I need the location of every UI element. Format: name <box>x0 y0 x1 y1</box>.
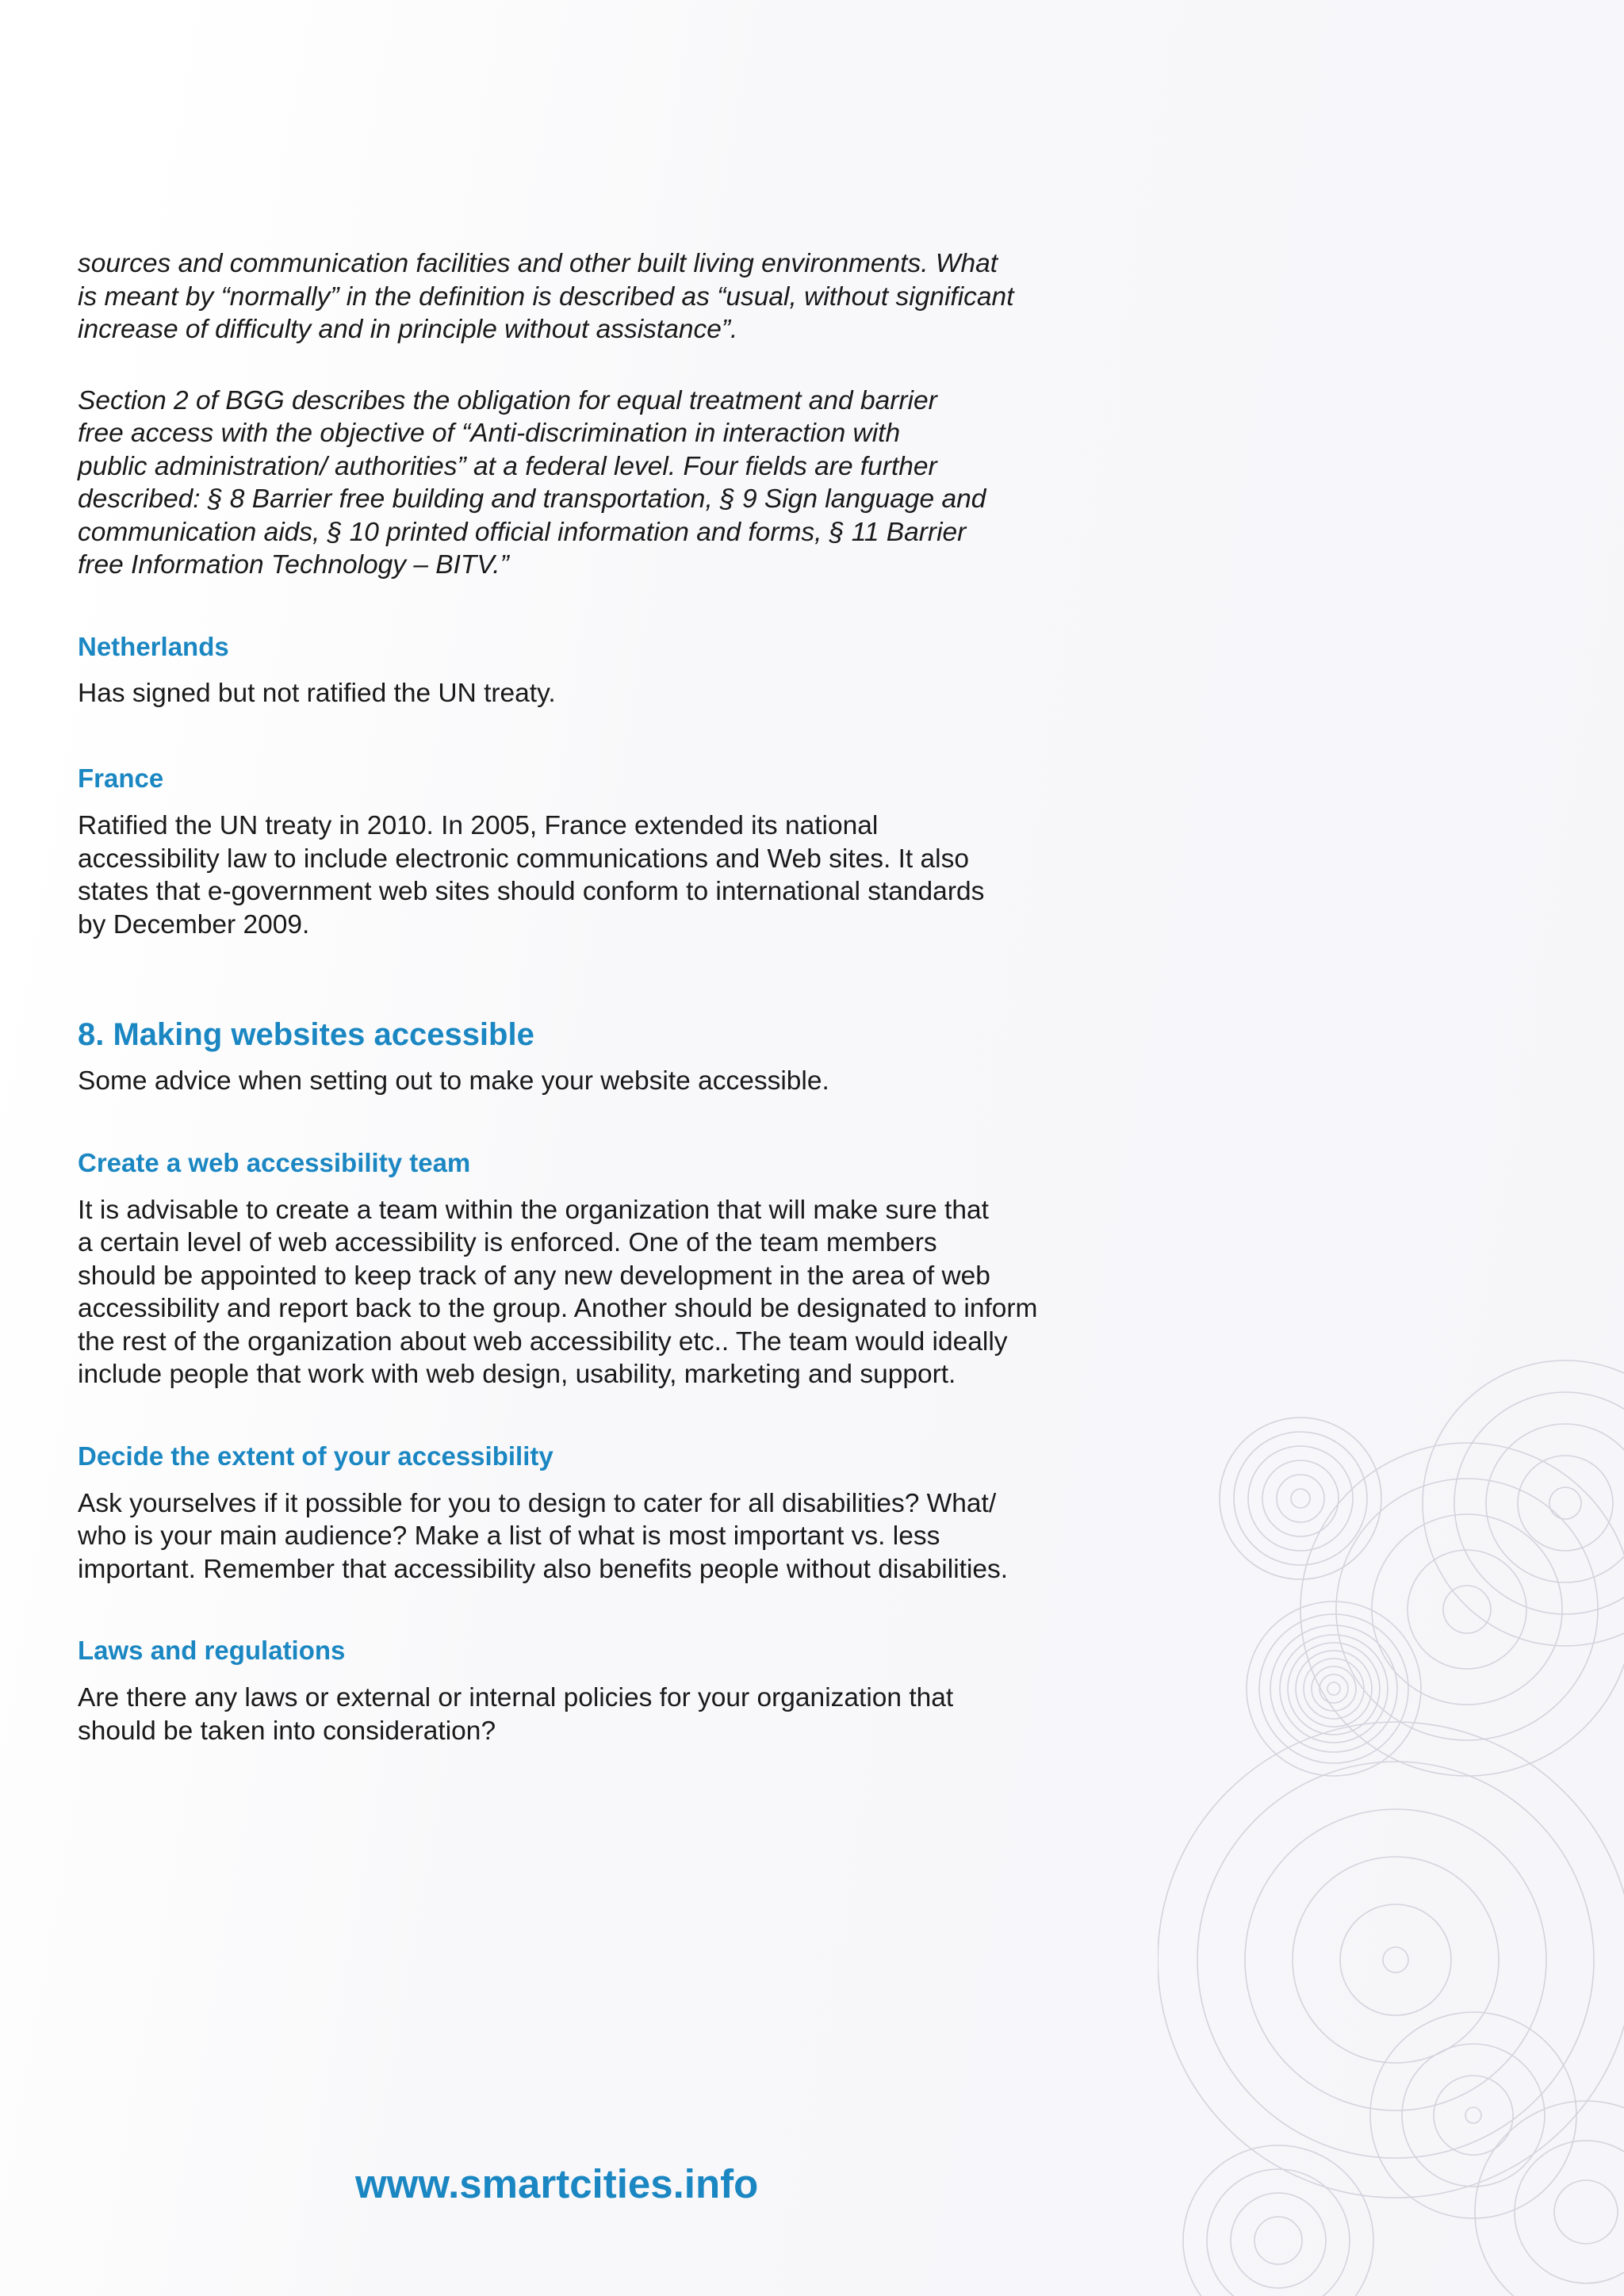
text-line: should be appointed to keep track of any new development in the area of web <box>78 1261 990 1291</box>
text-line: a certain level of web accessibility is enforced. One of the team members <box>78 1228 937 1257</box>
text-line: should be taken into consideration? <box>78 1716 496 1746</box>
france-heading: France <box>78 763 164 793</box>
laws-heading: Laws and regulations <box>78 1636 346 1665</box>
text-line: It is advisable to create a team within the organization that will make sure that <box>78 1195 989 1225</box>
text-line: Are there any laws or external or internal policies for your organization that <box>78 1683 954 1712</box>
text-line: free access with the objective of “Anti-discrimination in interaction with <box>78 419 901 448</box>
team-heading: Create a web accessibility team <box>78 1147 471 1177</box>
text-line: public administration/ authorities” at a federal level. Four fields are further <box>78 451 937 481</box>
text-line: include people that work with web design, usability, marketing and support. <box>78 1360 956 1389</box>
section-title: 8. Making websites accessible <box>78 1017 534 1052</box>
section-intro: Some advice when setting out to make your website accessible. <box>78 1066 829 1096</box>
decorative-circles <box>1158 1300 1624 2296</box>
text-line: Has signed but not ratified the UN treaty. <box>78 678 556 708</box>
text-line: accessibility and report back to the group. Another should be designated to inform <box>78 1294 1038 1323</box>
text-line: the rest of the organization about web accessibility etc.. The team would ideally <box>78 1326 1008 1357</box>
text-line: free Information Technology – BITV.” <box>78 550 509 580</box>
text-line: sources and communication facilities and other built living environments. What <box>78 249 998 278</box>
quote-paragraph-2 <box>78 385 1077 582</box>
text-line: communication aids, § 10 printed official information and forms, § 11 Barrier <box>78 517 967 547</box>
netherlands-paragraph <box>78 677 1077 710</box>
text-line: important. Remember that accessibility also benefits people without disabilities. <box>78 1554 1009 1584</box>
netherlands-heading: Netherlands <box>78 631 229 661</box>
text-line: by December 2009. <box>78 909 310 939</box>
text-line: Ratified the UN treaty in 2010. In 2005, France extended its national <box>78 811 879 840</box>
text-line: increase of difficulty and in principle without assistance”. <box>78 315 738 344</box>
laws-paragraph <box>78 1682 1077 1747</box>
text-line: Section 2 of BGG describes the obligation for equal treatment and barrier <box>78 385 937 415</box>
text-line: is meant by “normally” in the definition is described as “usual, without significant <box>78 281 1014 312</box>
extent-heading: Decide the extent of your accessibility <box>78 1441 553 1471</box>
france-paragraph <box>78 809 1077 941</box>
page-content <box>78 247 1077 1747</box>
text-line: accessibility law to include electronic communications and Web sites. It also <box>78 844 970 874</box>
text-line: states that e-government web sites should conform to international standards <box>78 877 985 906</box>
text-line: Ask yourselves if it possible for you to design to cater for all disabilities? What/ <box>78 1488 997 1518</box>
text-line: who is your main audience? Make a list of what is most important vs. less <box>78 1521 940 1551</box>
text-line: described: § 8 Barrier free building and transportation, § 9 Sign language and <box>78 484 986 514</box>
team-paragraph <box>78 1194 1077 1391</box>
extent-paragraph <box>78 1487 1077 1586</box>
footer-website-link[interactable]: www.smartcities.info <box>355 2161 759 2206</box>
quote-paragraph-1 <box>78 247 1077 346</box>
